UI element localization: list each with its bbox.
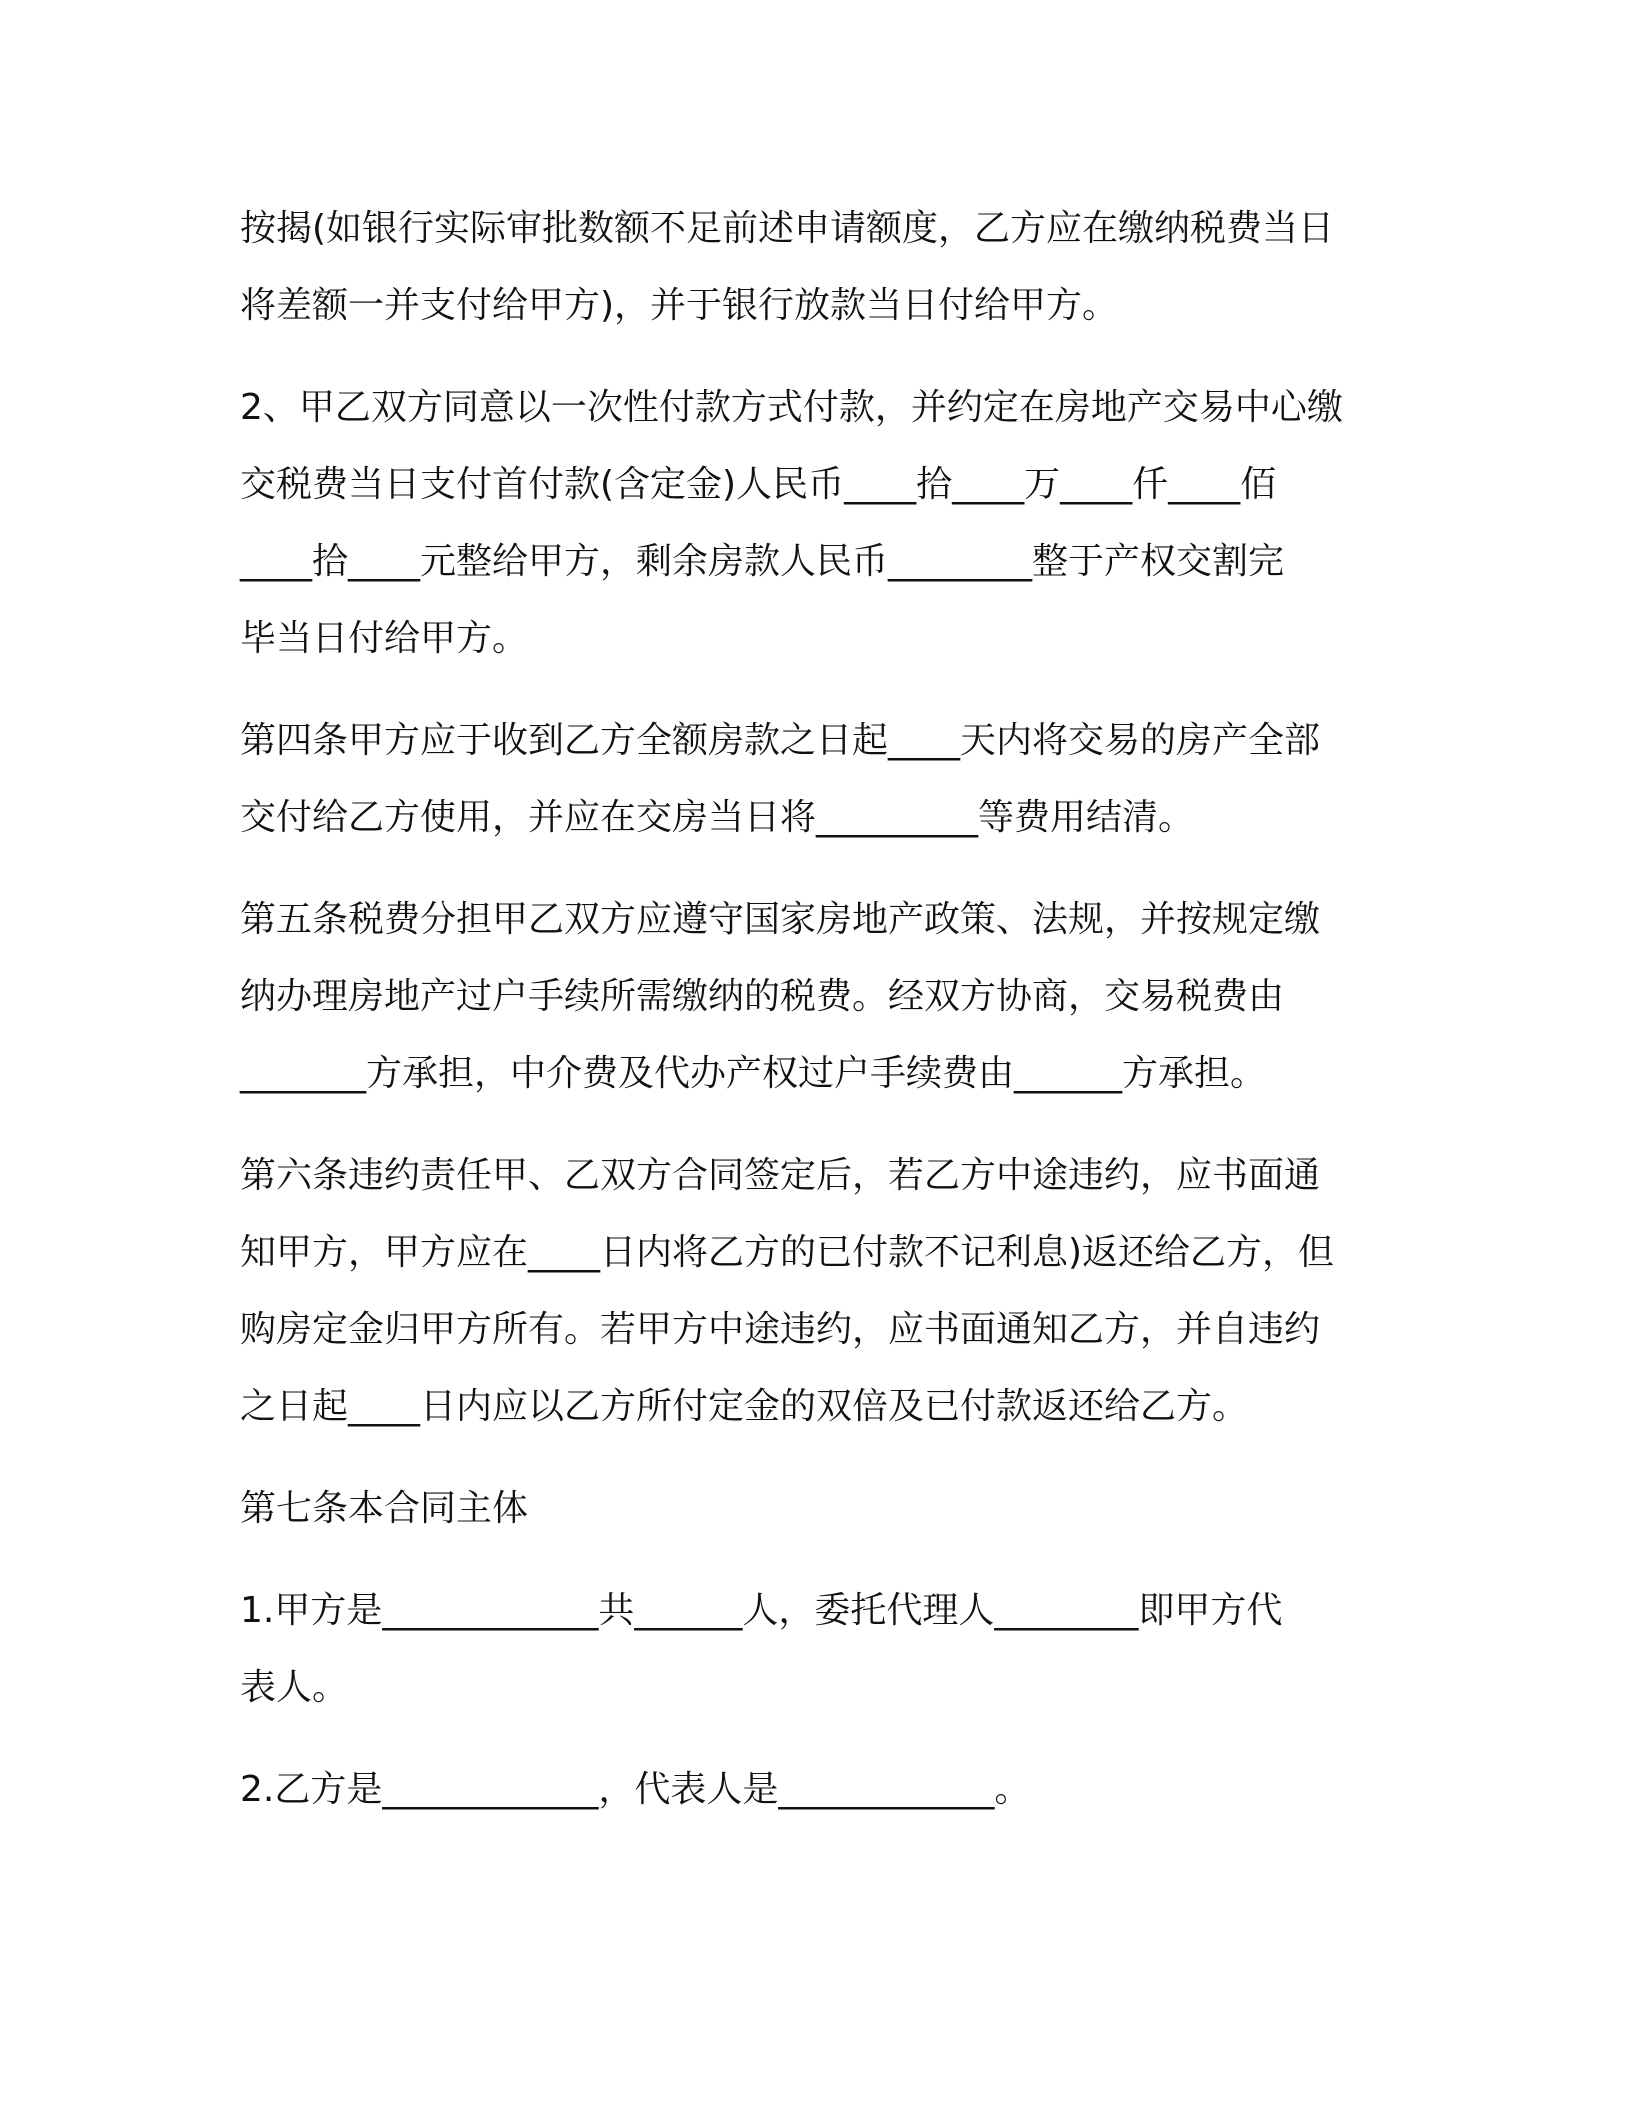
paragraph-lump-sum-payment (240, 369, 1400, 677)
document-body (240, 190, 1400, 1853)
text-line: 2、甲乙双方同意以一次性付款方式付款，并约定在房地产交易中心缴 (240, 387, 1343, 428)
paragraph-article-7-heading (240, 1470, 1400, 1547)
text-line: 按揭(如银行实际审批数额不足前述申请额度，乙方应在缴纳税费当日 (240, 208, 1335, 249)
text-line: 1.甲方是____________共______人，委托代理人________即甲方代 (240, 1590, 1283, 1631)
text-line: 纳办理房地产过户手续所需缴纳的税费。经双方协商，交易税费由 (240, 976, 1285, 1017)
text-line: 第四条甲方应于收到乙方全额房款之日起____天内将交易的房产全部 (240, 720, 1321, 761)
text-line: 第六条违约责任甲、乙双方合同签定后，若乙方中途违约，应书面通 (240, 1155, 1321, 1196)
text-line: 第五条税费分担甲乙双方应遵守国家房地产政策、法规，并按规定缴 (240, 899, 1321, 940)
text-line: 交付给乙方使用，并应在交房当日将_________等费用结清。 (240, 797, 1195, 838)
paragraph-article-5 (240, 881, 1400, 1112)
text-line: 表人。 (240, 1667, 349, 1708)
text-line: 将差额一并支付给甲方)，并于银行放款当日付给甲方。 (240, 285, 1119, 326)
text-line: 交税费当日支付首付款(含定金)人民币____拾____万____仟____佰 (240, 464, 1277, 505)
paragraph-mortgage-note (240, 190, 1400, 344)
text-line: 毕当日付给甲方。 (240, 618, 529, 659)
text-line: 购房定金归甲方所有。若甲方中途违约，应书面通知乙方，并自违约 (240, 1309, 1321, 1350)
text-line: _______方承担，中介费及代办产权过户手续费由______方承担。 (240, 1053, 1267, 1094)
paragraph-party-a (240, 1572, 1400, 1726)
text-line: ____拾____元整给甲方，剩余房款人民币________整于产权交割完 (240, 541, 1285, 582)
text-line: 知甲方，甲方应在____日内将乙方的已付款不记利息)返还给乙方，但 (240, 1232, 1335, 1273)
paragraph-party-b (240, 1751, 1400, 1828)
text-line: 之日起____日内应以乙方所付定金的双倍及已付款返还给乙方。 (240, 1386, 1249, 1427)
text-line: 2.乙方是____________，代表人是____________。 (240, 1769, 1031, 1810)
paragraph-article-6 (240, 1137, 1400, 1445)
text-line: 第七条本合同主体 (240, 1488, 529, 1529)
paragraph-article-4 (240, 702, 1400, 856)
